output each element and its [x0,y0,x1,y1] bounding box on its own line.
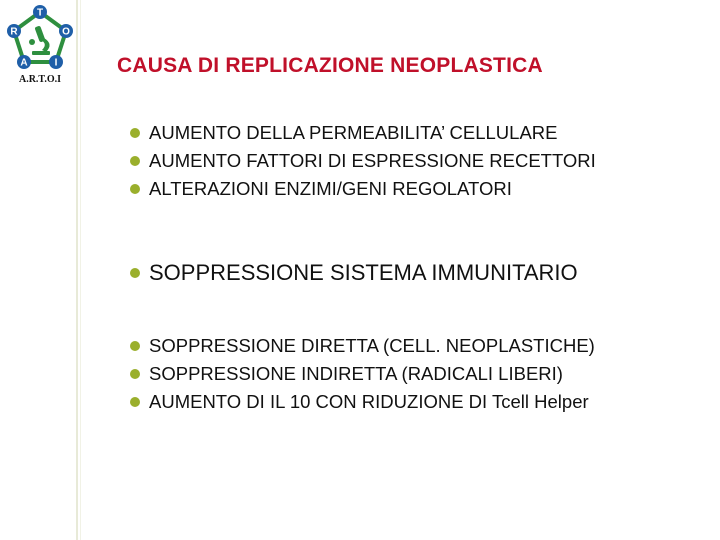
logo-letter-t: T [36,7,44,19]
list-item [130,388,649,416]
list-item-text: AUMENTO DELLA PERMEABILITA’ CELLULARE [149,122,558,143]
logo-letter-r: R [10,26,18,38]
main-bullet-text: SOPPRESSIONE SISTEMA IMMUNITARIO [149,260,578,285]
bullet-list-main [130,258,578,288]
logo-letter-o: O [62,26,70,38]
bullet-dot-icon [130,128,140,138]
bullet-dot-icon [130,268,140,278]
list-item [130,147,596,175]
list-item-text: AUMENTO DI IL 10 CON RIDUZIONE DI Tcell Helper [149,391,589,412]
bullet-dot-icon [130,369,140,379]
artoi-logo [4,4,76,86]
bullet-list-3 [130,332,670,416]
list-item [130,175,596,203]
list-item [130,360,670,388]
logo-letter-i: I [54,57,58,69]
list-item [130,332,670,360]
list-item [130,258,578,288]
bullet-dot-icon [130,341,140,351]
logo-caption: A.R.T.O.I [18,74,62,85]
bullet-dot-icon [130,156,140,166]
list-item-text: SOPPRESSIONE DIRETTA (CELL. NEOPLASTICHE) [149,335,595,356]
logo-letter-a: A [20,57,28,69]
list-item-text: SOPPRESSIONE INDIRETTA (RADICALI LIBERI) [149,363,563,384]
slide-title: CAUSA DI REPLICAZIONE NEOPLASTICA [117,54,543,77]
artoi-emblem-icon [4,4,76,76]
list-item-text: AUMENTO FATTORI DI ESPRESSIONE RECETTORI [149,150,596,171]
list-item-text: ALTERAZIONI ENZIMI/GENI REGOLATORI [149,178,512,199]
bullet-dot-icon [130,184,140,194]
left-decorative-rule [76,0,78,540]
list-item [130,119,596,147]
bullet-dot-icon [130,397,140,407]
bullet-list-1 [130,119,596,203]
